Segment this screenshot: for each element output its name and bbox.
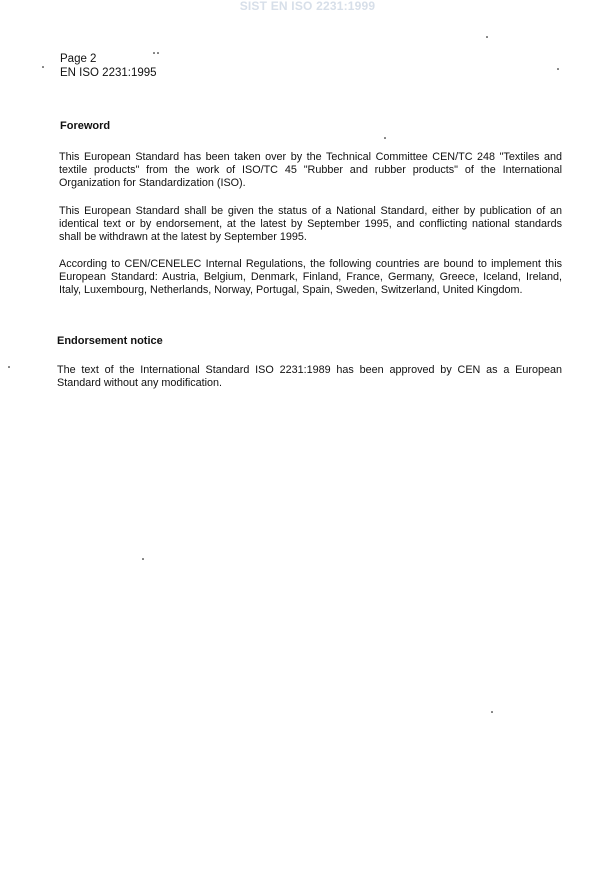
scan-speck xyxy=(142,558,144,560)
scan-speck xyxy=(42,66,44,68)
foreword-paragraph-2: This European Standard shall be given the status of a National Standard, either by publication of an identical text or by endorsement, at the latest by September 1995, and conflicting national standards shall be withdrawn at the latest by September 1995. xyxy=(59,205,562,243)
endorsement-heading: Endorsement notice xyxy=(57,335,163,347)
foreword-heading: Foreword xyxy=(60,120,111,132)
scan-speck xyxy=(153,52,155,54)
foreword-paragraph-1: This European Standard has been taken over by the Technical Committee CEN/TC 248 "Textiles and textile products" from the work of ISO/TC 45 "Rubber and rubber products" of the International Organization for Standardization (ISO). xyxy=(59,151,562,189)
scan-speck xyxy=(384,137,386,139)
scan-speck xyxy=(486,36,488,38)
page-number: Page 2 xyxy=(60,53,97,65)
scan-speck xyxy=(157,52,159,54)
scan-speck xyxy=(8,366,10,368)
scan-speck xyxy=(557,68,559,70)
scan-speck xyxy=(491,711,493,713)
page-header xyxy=(60,52,157,80)
watermark: SIST EN ISO 2231:1999 xyxy=(239,0,376,13)
foreword-paragraph-3: According to CEN/CENELEC Internal Regulations, the following countries are bound to implement this European Standard: Austria, Belgium, Denmark, Finland, France, Germany, Greece, Iceland, Ireland, Italy, Luxembourg, Netherlands, Norway, Portugal, Spain, Sweden, Switzerland, United Kingdom. xyxy=(59,258,562,296)
standard-id: EN ISO 2231:1995 xyxy=(60,67,157,79)
endorsement-paragraph: The text of the International Standard ISO 2231:1989 has been approved by CEN as a European Standard without any modification. xyxy=(57,364,562,389)
